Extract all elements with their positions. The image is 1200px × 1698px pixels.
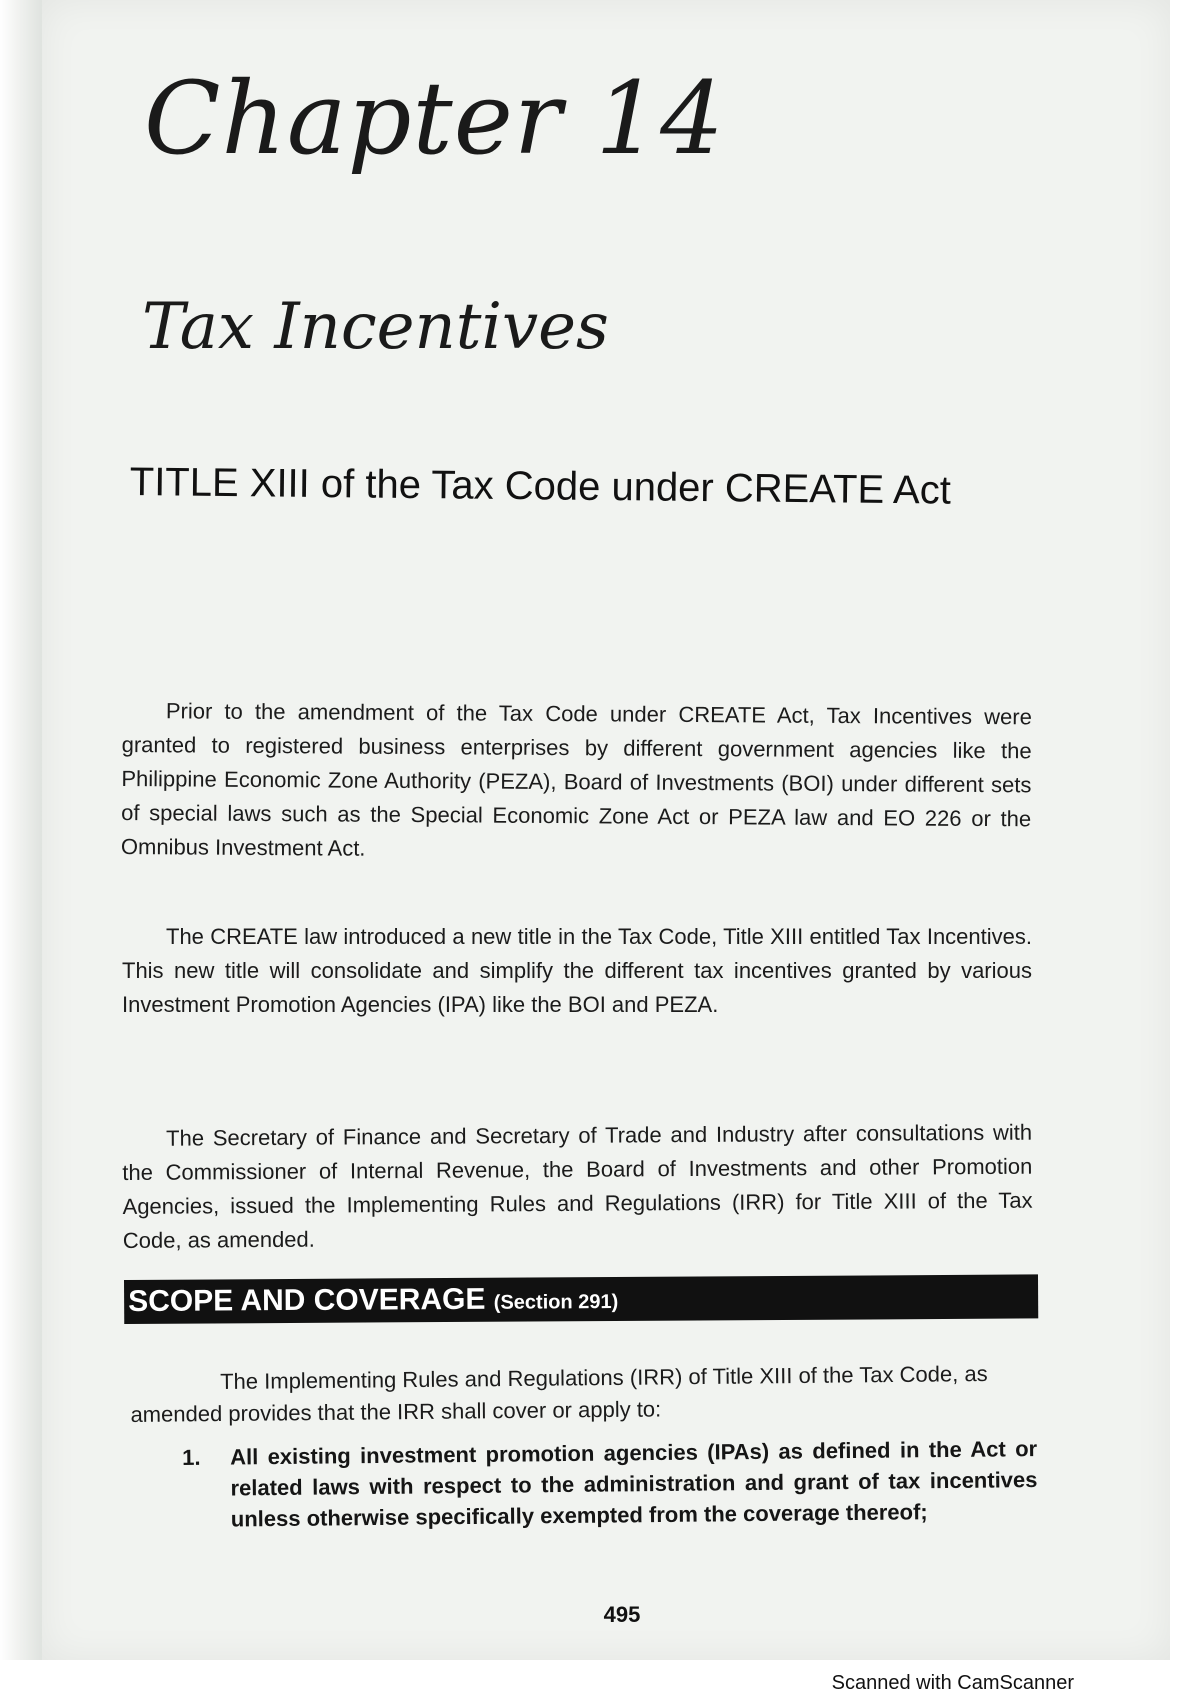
paragraph-secretary: The Secretary of Finance and Secretary of Trade and Industry after consultations with the Commissioner of Internal Revenue, the Board of Investments and other Promotion Agencies, issued the Implementing Rules and Regulations (IRR) for Title XIII of the Tax Code, as amended.	[122, 1119, 1033, 1253]
page-number: 495	[603, 1602, 641, 1627]
book-page	[42, 0, 1170, 1660]
chapter-heading: Chapter 14	[144, 60, 725, 177]
list-item	[182, 1433, 1038, 1535]
paragraph-create-law: The CREATE law introduced a new title in the Tax Code, Title XIII entitled Tax Incentives. This new title will consolidate and simplify the different tax incentives granted by various Investment Promotion Agencies (IPA) like the BOI and PEZA.	[122, 924, 1032, 1017]
section-intro: The Implementing Rules and Regulations (IRR) of Title XIII of the Tax Code, as amended provides that the IRR shall cover or apply to:	[130, 1361, 988, 1427]
chapter-subtitle: Tax Incentives	[142, 290, 609, 364]
section-reference: (Section 291)	[493, 1290, 619, 1314]
list-item-text: All existing investment promotion agencies (IPAs) as defined in the Act or related laws with respect to the administration and grant of tax incentives unless otherwise specifically exempted from the coverage thereof;	[230, 1436, 1038, 1532]
scanner-watermark: Scanned with CamScanner	[831, 1672, 1074, 1694]
title-line: TITLE XIII of the Tax Code under CREATE Act	[129, 460, 952, 513]
section-heading-bar	[124, 1274, 1038, 1324]
section-heading: SCOPE AND COVERAGE	[128, 1282, 486, 1318]
scan-edge	[0, 0, 42, 1660]
paragraph-prior-amendment: Prior to the amendment of the Tax Code under CREATE Act, Tax Incentives were granted to registered business enterprises by different government agencies like the Philippine Economic Zone Authority (PEZA), Board of Investments (BOI) under different sets of special laws such as the Special Economic Zone Act or PEZA law and EO 226 or the Omnibus Investment Act.	[120, 698, 1032, 861]
list-item-number: 1.	[182, 1444, 201, 1470]
